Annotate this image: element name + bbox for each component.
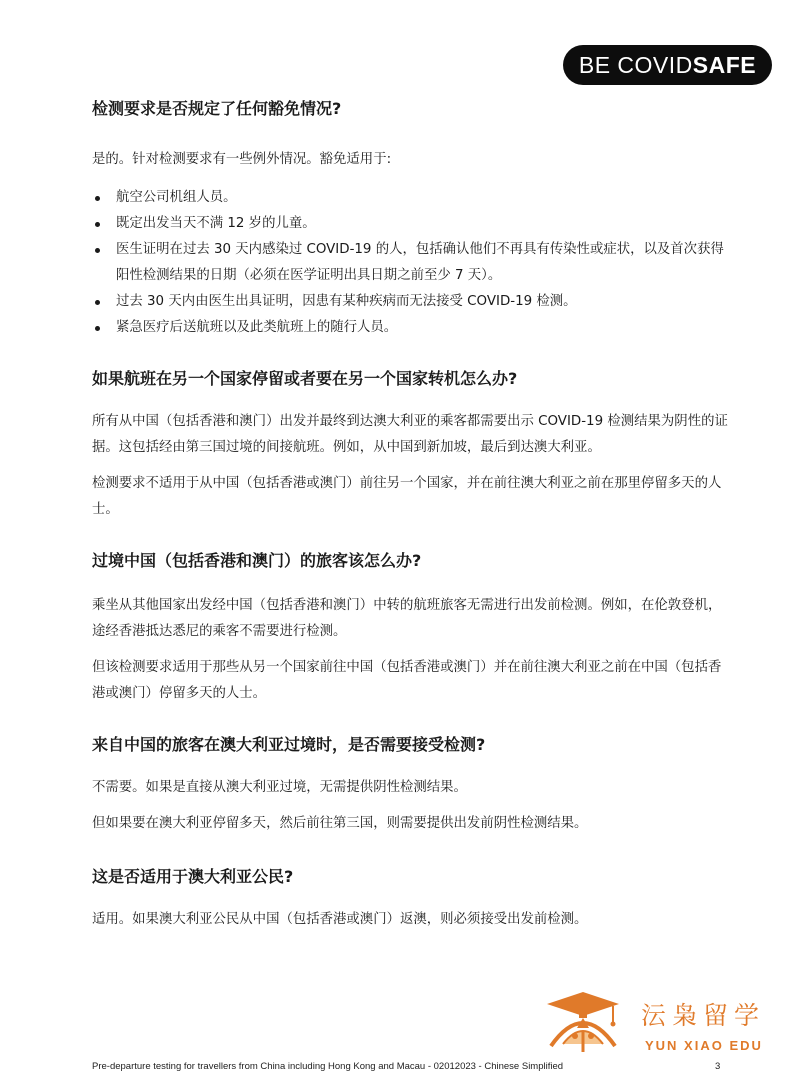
section-paragraph: 不需要。如果是直接从澳大利亚过境，无需提供阴性检测结果。 (92, 780, 467, 795)
exemption-list (92, 185, 732, 341)
section-transit-other-country (92, 367, 732, 523)
section-title: 如果航班在另一个国家停留或者要在另一个国家转机怎么办? (92, 369, 518, 388)
graduation-owl-icon (533, 988, 633, 1058)
list-item: 医生证明在过去 30 天内感染过 COVID-19 的人，包括确认他们不再具有传染性或症状，以及首次获得阳性检测结果的日期（必须在医学证明出具日期之前至少 7 天）。 (92, 237, 732, 289)
section-paragraph: 但该检测要求适用于那些从另一个国家前往中国（包括香港或澳门）并在前往澳大利亚之前在中国（包括香港或澳门）停留多天的人士。 (92, 660, 722, 701)
section-transit-australia (92, 733, 732, 837)
list-item: 航空公司机组人员。 (92, 185, 732, 211)
section-paragraph: 适用。如果澳大利亚公民从中国（包括香港或澳门）返澳，则必须接受出发前检测。 (92, 912, 588, 927)
list-item: 紧急医疗后送航班以及此类航班上的随行人员。 (92, 315, 732, 341)
badge-text-part1: BE COVID (578, 51, 693, 78)
list-item: 过去 30 天内由医生出具证明，因患有某种疾病而无法接受 COVID-19 检测。 (92, 289, 732, 315)
section-paragraph: 乘坐从其他国家出发经中国（包括香港和澳门）中转的航班旅客无需进行出发前检测。例如，在伦敦登机，途经香港抵达悉尼的乘客不需要进行检测。 (92, 598, 722, 639)
footer-text: Pre-departure testing for travellers from China including Hong Kong and Macau - 02012023 - Chinese Simplified (92, 1061, 564, 1072)
watermark-logo (533, 988, 783, 1058)
section-title: 来自中国的旅客在澳大利亚过境时，是否需要接受检测? (92, 735, 486, 754)
watermark-name-en: YUN XIAO EDU (645, 1038, 763, 1053)
section-australian-citizens (92, 865, 732, 933)
page-number: 3 (715, 1061, 721, 1072)
list-item: 既定出发当天不满 12 岁的儿童。 (92, 211, 732, 237)
badge-text-part2: SAFE (692, 51, 757, 78)
page-footer (92, 1061, 732, 1072)
document-body (92, 94, 732, 933)
section-title: 这是否适用于澳大利亚公民? (92, 867, 294, 886)
section-transit-china (92, 549, 732, 707)
section-intro: 是的。针对检测要求有一些例外情况。豁免适用于: (92, 152, 392, 167)
section-exemptions (92, 97, 732, 341)
section-title: 检测要求是否规定了任何豁免情况? (92, 99, 342, 118)
section-paragraph: 检测要求不适用于从中国（包括香港或澳门）前往另一个国家，并在前往澳大利亚之前在那里停留多天的人士。 (92, 476, 722, 517)
covidsafe-badge (563, 45, 772, 85)
section-paragraph: 但如果要在澳大利亚停留多天，然后前往第三国，则需要提供出发前阴性检测结果。 (92, 816, 588, 831)
watermark-name-cn: 沄枭留学 (641, 1001, 766, 1030)
section-paragraph: 所有从中国（包括香港和澳门）出发并最终到达澳大利亚的乘客都需要出示 COVID-19 检测结果为阴性的证据。这包括经由第三国过境的间接航班。例如，从中国到新加坡，最后到达澳大利亚。 (92, 414, 728, 455)
section-title: 过境中国（包括香港和澳门）的旅客该怎么办? (92, 551, 422, 570)
